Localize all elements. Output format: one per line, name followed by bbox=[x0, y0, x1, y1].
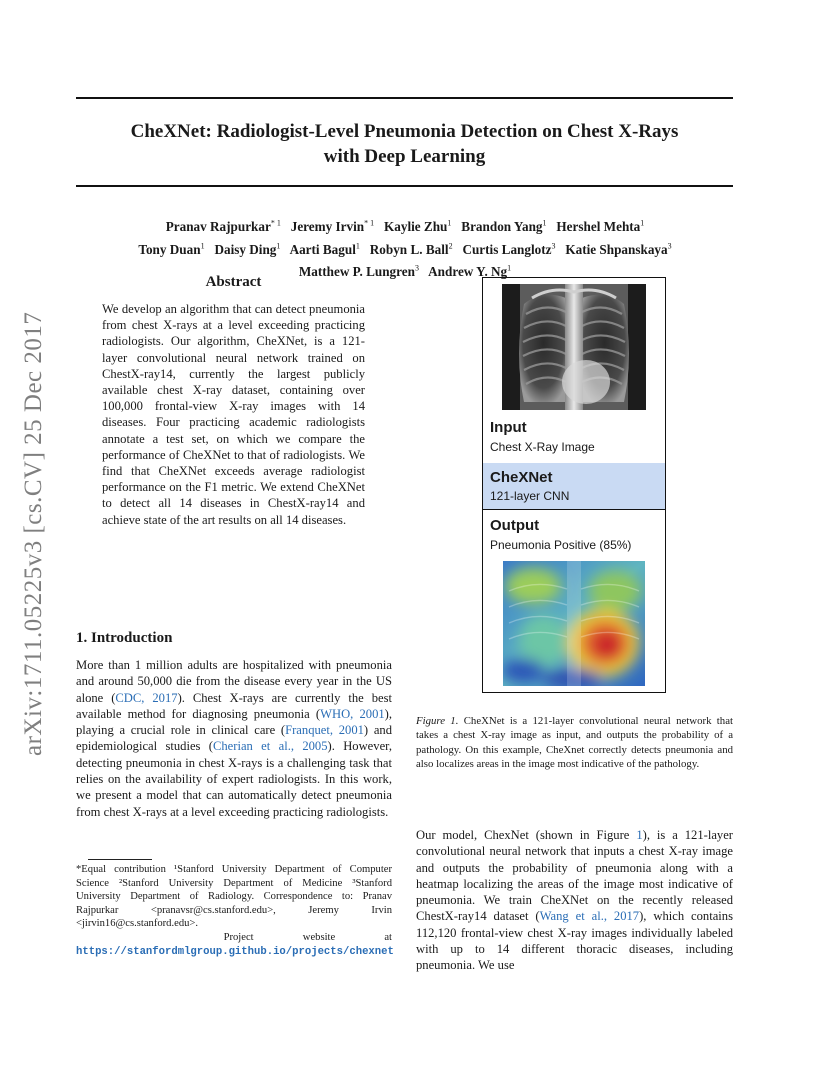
abstract-heading: Abstract bbox=[205, 274, 262, 290]
citation-link[interactable]: CDC, 2017 bbox=[115, 690, 178, 705]
title-line-1: CheXNet: Radiologist-Level Pneumonia Detection on Chest X-Rays bbox=[130, 121, 679, 142]
paper-title bbox=[76, 119, 733, 169]
output-heading: Output bbox=[490, 517, 540, 534]
output-subtitle: Pneumonia Positive (85%) bbox=[490, 538, 632, 552]
author-list bbox=[60, 214, 750, 281]
author: Tony Duan$^1$ bbox=[138, 241, 205, 257]
author: Katie Shpanskaya$^3$ bbox=[565, 241, 672, 257]
author: Kaylie Zhu$^1$ bbox=[384, 219, 452, 235]
project-url-link[interactable]: https://stanfordmlgroup.github.io/projects/chexnet bbox=[76, 945, 394, 958]
figure-caption: Figure 1. CheXNet is a 121-layer convolutional neural network that takes a chest X-ray image as input, and outputs the probability of a pathology. On this example, CheXnet correctly detects pneumonia and also localizes areas in the image most indicative of the pathology. bbox=[416, 715, 733, 770]
author: Daisy Ding$^1$ bbox=[214, 241, 281, 257]
model-heading: CheXNet bbox=[490, 469, 553, 486]
title-bottom-rule bbox=[76, 185, 733, 187]
figure-1 bbox=[482, 277, 666, 693]
title-line-2: with Deep Learning bbox=[323, 146, 486, 167]
footnote-rule bbox=[88, 859, 152, 860]
author: Pranav Rajpurkar$^{* 1}$ bbox=[165, 219, 281, 235]
author: Curtis Langlotz$^3$ bbox=[462, 241, 556, 257]
model-panel bbox=[483, 463, 665, 510]
citation-link[interactable]: Wang et al., 2017 bbox=[539, 909, 640, 924]
footnote: *Equal contribution ¹Stanford University Department of Computer Science ²Stanford University Department of Medicine ³Stanford University Department of Radiology. Correspondence to: Pranav Rajpurkar <pranavsr@cs.stanford.edu>, Jeremy Irvin <jirvin16@cs.stanford.edu>. Project website at https://stanfordmlgroup.github.io/projects/chexnet bbox=[76, 864, 394, 958]
intro-paragraph: More than 1 million adults are hospitalized with pneumonia and around 50,000 die from the disease every year in the US alone (CDC, 2017). Chest X-rays are currently the best available method for diagnosing pneumonia (WHO, 2001), playing a crucial role in clinical care (Franquet, 2001) and epidemiological studies (Cherian et al., 2005). However, detecting pneumonia in chest X-rays is a challenging task that relies on the availability of expert radiologists. In this work, we present a model that can automatically detect pneumonia from chest X-rays at a level exceeding practicing radiologists. bbox=[76, 658, 393, 819]
author: Hershel Mehta$^1$ bbox=[556, 219, 645, 235]
author-line-2 bbox=[60, 236, 750, 258]
author: Matthew P. Lungren$^3$ bbox=[298, 263, 419, 280]
section-heading: 1. Introduction bbox=[76, 630, 173, 646]
citation-link[interactable]: WHO, 2001 bbox=[320, 706, 385, 721]
author-line-1 bbox=[60, 214, 750, 236]
author: Aarti Bagul$^1$ bbox=[289, 241, 360, 257]
abstract-text: We develop an algorithm that can detect pneumonia from chest X-rays at a level exceeding practicing radiologists. Our algorithm, CheXNet, is a 121-layer convolutional neural network trained on ChestX-ray14, currently the largest publicly available chest X-ray dataset, containing over 100,000 frontal-view X-ray images with 14 diseases. Four practicing academic radiologists annotate a test set, on which we compare the performance of CheXNet to that of radiologists. We find that CheXNet exceeds average radiologist performance on the F1 metric. We extend CheXNet to detect all 14 diseases in ChestX-ray14 and achieve state of the art results on all 14 diseases. bbox=[102, 302, 365, 527]
citation-link[interactable]: Franquet, 2001 bbox=[285, 723, 364, 738]
input-heading: Input bbox=[490, 419, 527, 436]
pneumonia-heatmap-image bbox=[503, 561, 645, 686]
arxiv-identifier: arXiv:1711.05225v3 [cs.CV] 25 Dec 2017 bbox=[20, 311, 47, 756]
author: Jeremy Irvin$^{* 1}$ bbox=[290, 219, 375, 235]
author: Robyn L. Ball$^2$ bbox=[369, 241, 453, 257]
input-panel bbox=[483, 415, 665, 464]
citation-link[interactable]: Cherian et al., 2005 bbox=[212, 739, 328, 754]
chest-xray-image bbox=[502, 284, 646, 410]
body-paragraph-col2: Our model, ChexNet (shown in Figure 1), is a 121-layer convolutional neural network that inputs a chest X-ray image and outputs the probability of pneumonia along with a heatmap localizing the areas of the image most indicative of pneumonia. We train CheXNet on the recently released ChestX-ray14 dataset (Wang et al., 2017), which contains 112,120 frontal-view chest X-ray images individually labeled with up to 14 different thoracic diseases, including pneumonia. We use bbox=[416, 828, 734, 973]
author: Brandon Yang$^1$ bbox=[461, 219, 547, 235]
author: Andrew Y. Ng$^1$ bbox=[428, 263, 512, 280]
output-panel bbox=[483, 509, 665, 555]
input-subtitle: Chest X-Ray Image bbox=[490, 440, 595, 454]
top-rule bbox=[76, 97, 733, 99]
figure-reference-link[interactable]: 1 bbox=[636, 828, 643, 842]
model-subtitle: 121-layer CNN bbox=[490, 489, 570, 503]
